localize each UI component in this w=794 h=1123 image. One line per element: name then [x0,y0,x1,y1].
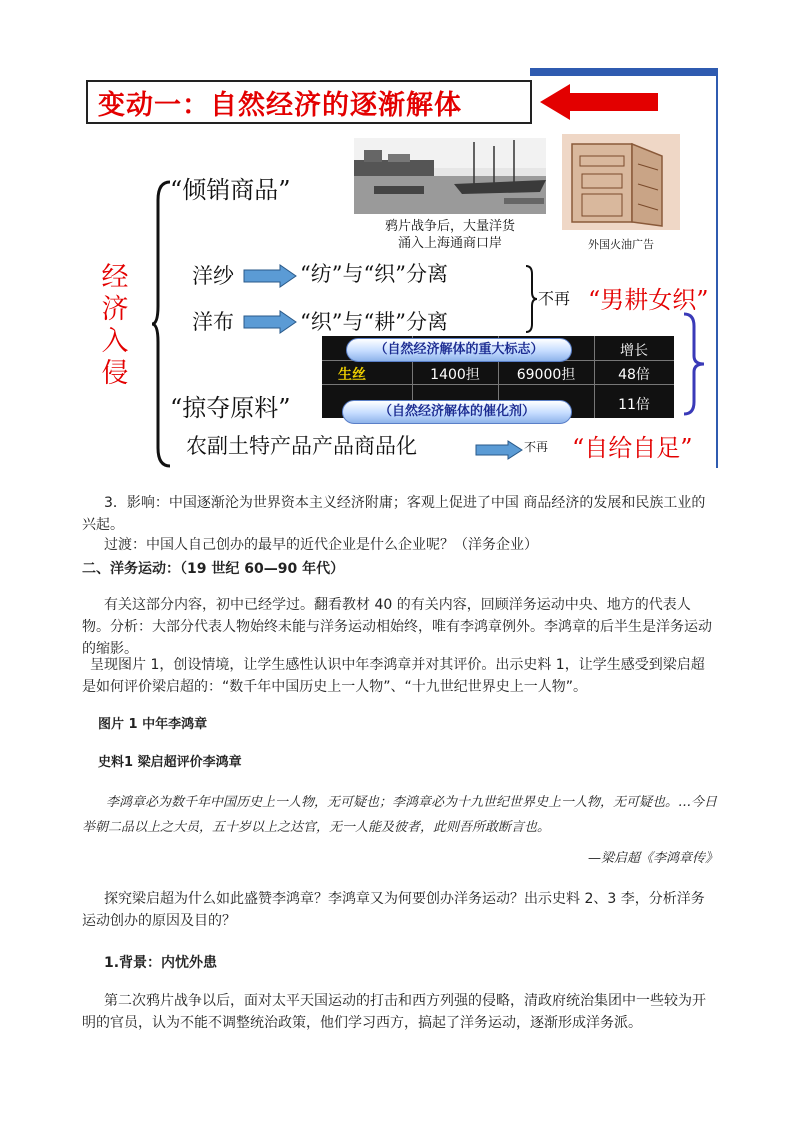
table-cell: 生丝 [338,367,366,383]
self-sufficiency-text: “自给自足” [572,434,693,462]
foreign-cloth-text: 洋布 [192,310,234,334]
agri-commercialization-text: 农副土特产品产品商品化 [186,434,417,458]
foreign-yarn-text: 洋纱 [192,264,234,288]
image-intro-paragraph: 呈现图片 1，创设情境，让学生感性认识中年李鸿章并对其评价。出示史料 1，让学生感受到梁启超是如何评价梁启超的：“数千年中国历史上一人物”、“十九世纪世界史上一人物”。 [82,657,705,695]
right-curly-brace-small [524,264,538,334]
plunder-materials-text: “掠夺原料” [170,394,291,422]
right-arrow-icon [242,310,298,334]
slide-image [78,68,718,468]
catalyst-label: （自然经济解体的催化剂） [342,400,572,424]
red-left-arrow-icon [540,84,660,120]
section-heading: 二、洋务运动：（19 世纪 60—90 年代） [82,561,345,577]
major-sign-label: （自然经济解体的重大标志） [346,338,572,362]
quote-citation: —梁启超《李鸿章传》 [587,851,718,866]
picture-label: 图片 1 中年李鸿章 [98,717,208,732]
right-arrow-icon [242,264,298,288]
right-curly-brace-blue [682,312,706,416]
intro-paragraph: 有关这部分内容，初中已经学过。翻看教材 40 的有关内容，回顾洋务运动中央、地方的代表人物。分析：大部分代表人物始终未能与洋务运动相始终，唯有李鸿章例外。李鸿章的后半生是洋务运动的缩影。 [82,597,712,657]
background-heading: 1.背景：内忧外患 [104,955,218,971]
right-arrow-icon [474,440,524,460]
table-divider [322,384,674,385]
harbor-photo-caption: 鸦片战争后，大量洋货 涌入上海通商口岸 [384,219,515,251]
slide-title: 变动一：自然经济的逐渐解体 [98,89,462,121]
slide-top-bar [530,68,718,76]
table-cell: 48倍 [618,367,650,383]
table-header-growth: 增长 [620,343,648,359]
source-label: 史料1 梁启超评价李鸿章 [98,755,242,770]
table-cell: 11倍 [618,397,650,413]
transition-paragraph: 过渡：中国人自己创办的最早的近代企业是什么企业呢？（洋务企业） [104,537,538,553]
influence-paragraph: 3．影响：中国逐渐沦为世界资本主义经济附庸；客观上促进了中国 商品经济的发展和民族工业的兴起。 [82,495,706,533]
no-longer-text-1: 不再 [538,289,571,308]
table-cell: 69000担 [516,367,576,383]
explore-paragraph: 探究梁启超为什么如此盛赞李鸿章？李鸿章又为何要创办洋务运动？出示史料 2、3 李，分析洋务运动创办的原因及目的？ [82,891,705,929]
quote-paragraph: 李鸿章必为数千年中国历史上一人物，无可疑也；李鸿章必为十九世纪世界史上一人物，无可疑也。…今日举朝二品以上之大员，五十岁以上之达官，无一人能及彼者，此则吾所敢断言也。 [82,795,718,835]
table-cell: 1400担 [430,367,480,383]
harbor-photo [354,138,546,214]
weave-farm-separation-text: “织”与“耕”分离 [300,310,448,334]
economic-invasion-label: 经济入侵 [101,262,129,389]
men-farm-women-weave-text: “男耕女织” [588,286,709,314]
slide-right-edge [716,68,718,468]
no-longer-text-2: 不再 [524,440,549,454]
oil-advertisement-photo [562,134,680,230]
dumping-goods-text: “倾销商品” [170,176,291,204]
oil-ad-caption: 外国火油广告 [588,238,654,251]
left-curly-brace [152,180,172,468]
background-paragraph: 第二次鸦片战争以后，面对太平天国运动的打击和西方列强的侵略，清政府统治集团中一些较为开明的官员，认为不能不调整统治政策，他们学习西方，搞起了洋务运动，逐渐形成洋务派。 [82,993,706,1031]
spin-weave-separation-text: “纺”与“织”分离 [300,262,448,286]
slide-title-box [86,80,532,124]
